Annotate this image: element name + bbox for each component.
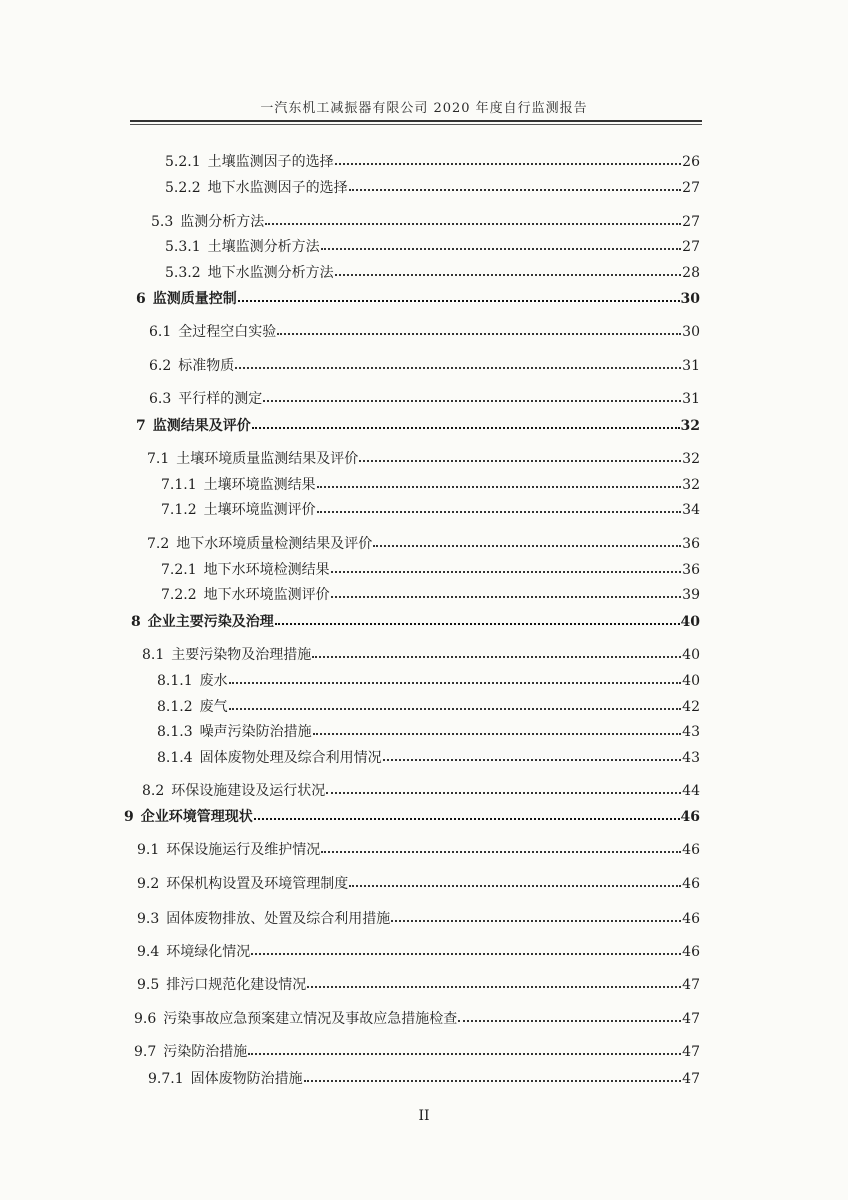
toc-entry-page: 32 [682, 477, 700, 493]
toc-entry-title: 排污口规范化建设情况 [166, 977, 307, 993]
toc-entry-page: 40 [680, 614, 700, 630]
toc-entry-title: 土壤环境监测评价 [203, 502, 316, 518]
toc-entry[interactable] [157, 746, 700, 764]
toc-entry-title: 土壤环境质量监测结果及评价 [176, 451, 359, 467]
dot-leader [321, 837, 681, 853]
dot-leader [277, 319, 681, 335]
toc-entry-page: 44 [682, 783, 700, 799]
toc-entry-number: 6.2 [149, 358, 172, 374]
toc-entry-page: 46 [682, 911, 700, 927]
dot-leader [359, 446, 681, 462]
dot-leader [321, 234, 682, 250]
toc-entry-number: 9.2 [137, 876, 160, 892]
dot-leader [307, 972, 681, 988]
toc-entry-number: 7.2.1 [161, 562, 197, 578]
toc-entry-page: 46 [682, 876, 700, 892]
toc-entry-title: 环保设施运行及维护情况 [166, 842, 321, 858]
dot-leader [238, 286, 680, 302]
dot-leader [391, 906, 681, 922]
toc-entry-page: 46 [682, 842, 700, 858]
toc-entry-title: 土壤监测因子的选择 [207, 154, 334, 170]
toc-entry[interactable] [134, 1040, 700, 1058]
toc-entry-title: 固体废物排放、处置及综合利用措施 [166, 911, 391, 927]
dot-leader [265, 209, 681, 225]
toc-entry-page: 31 [682, 391, 700, 407]
toc-entry[interactable] [142, 779, 700, 797]
toc-entry-page: 40 [682, 647, 700, 663]
dot-leader [312, 642, 681, 658]
toc-entry[interactable] [161, 583, 700, 601]
toc-entry[interactable] [134, 1007, 700, 1025]
toc-entry-page: 30 [680, 291, 700, 307]
dot-leader [335, 149, 682, 165]
toc-entry-number: 5.3.2 [165, 265, 201, 281]
toc-entry-page: 27 [682, 239, 700, 255]
toc-entry-number: 7.1.1 [161, 477, 197, 493]
toc-entry-page: 47 [682, 977, 700, 993]
toc-entry-number: 8.1 [142, 647, 165, 663]
toc-entry-number: 5.2.2 [165, 180, 201, 196]
toc-entry[interactable] [131, 610, 700, 628]
toc-entry-number: 9.4 [137, 944, 160, 960]
toc-entry-title: 地下水环境检测结果 [203, 562, 330, 578]
toc-entry[interactable] [165, 235, 700, 253]
toc-entry-number: 8.1.1 [157, 673, 193, 689]
toc-entry[interactable] [161, 498, 700, 516]
toc-entry-number: 9 [124, 809, 134, 825]
toc-entry-page: 32 [680, 418, 700, 434]
dot-leader [335, 260, 682, 276]
toc-entry-number: 9.7 [134, 1044, 157, 1060]
toc-entry[interactable] [137, 872, 700, 890]
toc-entry-title: 标准物质 [178, 358, 235, 374]
toc-entry-title: 平行样的测定 [178, 391, 263, 407]
toc-entry[interactable] [137, 973, 700, 991]
toc-entry-number: 6.1 [149, 324, 172, 340]
toc-entry[interactable] [147, 532, 700, 550]
toc-entry-title: 主要污染物及治理措施 [171, 647, 312, 663]
toc-entry[interactable] [157, 720, 700, 738]
dot-leader [317, 497, 682, 513]
dot-leader [251, 939, 681, 955]
toc-entry-title: 土壤环境监测结果 [203, 477, 316, 493]
toc-entry[interactable] [165, 261, 700, 279]
toc-entry-page: 36 [682, 562, 700, 578]
toc-entry-title: 地下水环境质量检测结果及评价 [176, 536, 373, 552]
toc-entry-page: 32 [682, 451, 700, 467]
header-title: 一汽东机工减振器有限公司 2020 年度自行监测报告 [260, 101, 588, 116]
dot-leader [248, 1039, 681, 1055]
toc-entry-page: 47 [682, 1044, 700, 1060]
toc-entry-page: 47 [682, 1071, 700, 1087]
toc-entry-title: 监测质量控制 [152, 291, 237, 307]
toc-entry-page: 39 [682, 587, 700, 603]
toc-entry-title: 全过程空白实验 [178, 324, 277, 340]
toc-entry-number: 9.3 [137, 911, 160, 927]
dot-leader [229, 694, 682, 710]
toc-entry-page: 27 [682, 214, 700, 230]
toc-entry-title: 企业主要污染及治理 [147, 614, 274, 630]
dot-leader [373, 531, 681, 547]
toc-entry-page: 42 [682, 699, 700, 715]
toc-entry-title: 监测结果及评价 [152, 418, 251, 434]
toc-entry[interactable] [142, 643, 700, 661]
toc-entry-number: 7.2.2 [161, 587, 197, 603]
toc-entry-title: 固体废物处理及综合利用情况 [199, 750, 382, 766]
toc-entry-title: 地下水监测因子的选择 [207, 180, 348, 196]
toc-entry[interactable] [136, 414, 700, 432]
dot-leader [326, 778, 681, 794]
toc-entry-number: 7 [136, 418, 146, 434]
toc-entry[interactable] [148, 1067, 700, 1085]
toc-entry-number: 8.1.3 [157, 724, 193, 740]
dot-leader [331, 582, 682, 598]
toc-entry[interactable] [161, 558, 700, 576]
toc-entry-page: 46 [682, 944, 700, 960]
toc-entry-number: 7.1 [147, 451, 170, 467]
toc-entry-title: 环保机构设置及环境管理制度 [166, 876, 349, 892]
toc-entry-page: 43 [682, 750, 700, 766]
toc-entry-title: 地下水环境监测评价 [203, 587, 330, 603]
toc-entry-title: 监测分析方法 [180, 214, 265, 230]
toc-entry-title: 地下水监测分析方法 [207, 265, 334, 281]
dot-leader [458, 1006, 681, 1022]
dot-leader [252, 413, 680, 429]
toc-entry-number: 9.1 [137, 842, 160, 858]
toc-entry[interactable] [137, 907, 700, 925]
toc-entry-page: 47 [682, 1011, 700, 1027]
toc-entry-page: 46 [680, 809, 700, 825]
dot-leader [349, 871, 681, 887]
toc-entry[interactable] [151, 210, 700, 228]
dot-leader [254, 804, 680, 820]
toc-entry-number: 6 [136, 291, 146, 307]
toc-entry-number: 9.6 [134, 1011, 157, 1027]
dot-leader [349, 175, 682, 191]
toc-entry[interactable] [149, 320, 700, 338]
toc-entry-page: 31 [682, 358, 700, 374]
dot-leader [304, 1066, 682, 1082]
toc-entry-page: 40 [682, 673, 700, 689]
toc-entry-number: 5.2.1 [165, 154, 201, 170]
toc-entry[interactable] [147, 447, 700, 465]
toc-entry[interactable] [137, 940, 700, 958]
toc-entry-page: 43 [682, 724, 700, 740]
toc-entry-number: 8.1.2 [157, 699, 193, 715]
dot-leader [275, 609, 680, 625]
toc-entry-title: 土壤监测分析方法 [207, 239, 320, 255]
dot-leader [235, 353, 681, 369]
toc-entry[interactable] [136, 287, 700, 305]
toc-entry[interactable] [149, 387, 700, 405]
toc-entry-page: 36 [682, 536, 700, 552]
dot-leader [229, 668, 682, 684]
toc-entry-page: 26 [682, 154, 700, 170]
toc-entry-number: 9.5 [137, 977, 160, 993]
toc-entry-page: 34 [682, 502, 700, 518]
toc-entry[interactable] [161, 473, 700, 491]
toc-entry[interactable] [165, 150, 700, 168]
toc-entry-number: 9.7.1 [148, 1071, 184, 1087]
toc-entry-number: 8 [131, 614, 141, 630]
dot-leader [313, 719, 682, 735]
toc-entry-number: 7.1.2 [161, 502, 197, 518]
toc-entry-title: 废水 [199, 673, 228, 689]
toc-entry-title: 固体废物防治措施 [190, 1071, 303, 1087]
toc-entry-title: 污染事故应急预案建立情况及事故应急措施检查 [163, 1011, 458, 1027]
toc-entry-title: 企业环境管理现状 [140, 809, 253, 825]
toc-entry-number: 5.3 [151, 214, 174, 230]
toc-entry-title: 污染防治措施 [163, 1044, 248, 1060]
toc-entry-page: 30 [682, 324, 700, 340]
toc-entry-page: 27 [682, 180, 700, 196]
dot-leader [263, 386, 681, 402]
toc-entry-number: 5.3.1 [165, 239, 201, 255]
dot-leader [383, 745, 682, 761]
toc-entry[interactable] [149, 354, 700, 372]
toc-entry-number: 7.2 [147, 536, 170, 552]
toc-entry-title: 废气 [199, 699, 228, 715]
toc-entry[interactable] [165, 176, 700, 194]
page-number: II [418, 1108, 430, 1124]
toc-entry[interactable] [157, 669, 700, 687]
toc-entry-page: 28 [682, 265, 700, 281]
toc-entry-number: 6.3 [149, 391, 172, 407]
toc-entry-number: 8.1.4 [157, 750, 193, 766]
toc-entry[interactable] [124, 805, 700, 823]
toc-entry-title: 环保设施建设及运行状况 [171, 783, 326, 799]
dot-leader [317, 472, 682, 488]
toc-entry[interactable] [157, 695, 700, 713]
toc-entry[interactable] [137, 838, 700, 856]
toc-entry-number: 8.2 [142, 783, 165, 799]
toc-entry-title: 环境绿化情况 [166, 944, 251, 960]
dot-leader [331, 557, 682, 573]
toc-entry-title: 噪声污染防治措施 [199, 724, 312, 740]
